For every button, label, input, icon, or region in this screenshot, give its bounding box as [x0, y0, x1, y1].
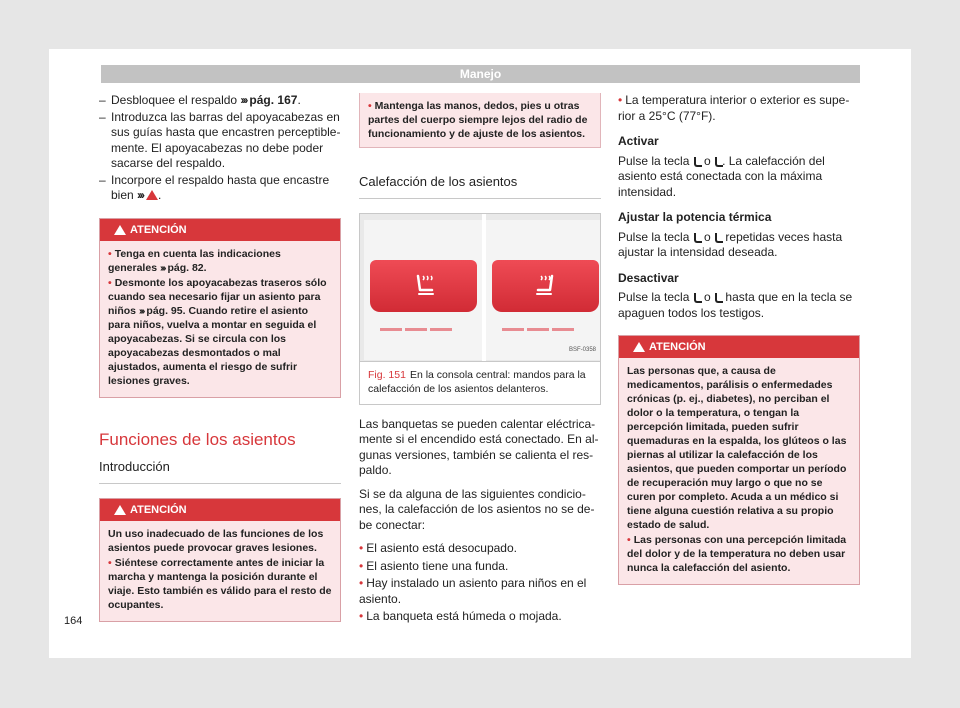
arrow-icon: ›››	[138, 304, 144, 317]
paragraph: Las banquetas se pueden calentar eléctricamente si el encendido está conectado. En algunas versiones, también se calienta el respaldo.	[359, 416, 599, 477]
figure	[359, 213, 601, 405]
page-header: Manejo	[101, 65, 860, 83]
seat-heat-button-left	[364, 220, 483, 360]
activate-heading: Activar	[618, 134, 659, 148]
paragraph: Si se da alguna de las siguientes condiciones, la calefacción de los asientos no se debe conectar:	[359, 486, 595, 532]
list-item: • Desmonte los apoyacabezas traseros sólo cuando sea necesario fijar un asiento para niños ››› pág. 95. Cuando retire el asiento para niños, vuelva a montar en seguida el apoyacabezas. Si se circula con los apoyacabezas desmontados o mal ajustados, aumenta el riesgo de sufrir lesiones graves.	[108, 276, 327, 387]
figure-image	[360, 214, 600, 361]
figure-label: Fig. 151	[368, 368, 406, 381]
manual-page	[49, 49, 911, 658]
warning-continuation: • Mantenga las manos, dedos, pies u otras partes del cuerpo siempre lejos del radio de funcionamiento y de ajuste de los asientos.	[359, 93, 601, 148]
warning-header: ATENCIÓN	[100, 499, 340, 521]
adjust-heading: Ajustar la potencia térmica	[618, 210, 772, 224]
warning-triangle-icon	[633, 342, 645, 352]
page-reference[interactable]: pág. 95	[146, 304, 183, 317]
seat-heat-button-right	[486, 220, 600, 360]
subsection-title: Introducción	[99, 459, 341, 484]
warning-triangle-icon	[114, 505, 126, 515]
seat-heating-icon	[714, 292, 722, 302]
subsection-title: Calefacción de los asientos	[359, 174, 601, 199]
list-item: • El asiento tiene una funda.	[359, 558, 509, 573]
list-item: • Las personas con una percepción limitada del dolor y de la temperatura no deben usar nunca la calefacción del asiento.	[627, 534, 847, 574]
deactivate-heading: Desactivar	[618, 270, 679, 285]
warning-body	[100, 241, 340, 397]
list-item: • El asiento está desocupado.	[359, 541, 517, 555]
column-left	[99, 93, 341, 622]
list-item: • La banqueta está húmeda o mojada.	[359, 609, 562, 623]
warning-triangle-icon	[114, 225, 126, 235]
seat-heating-icon	[693, 156, 701, 166]
warning-header: ATENCIÓN	[619, 336, 859, 358]
adjust-text: Pulse la tecla o repetidas veces hasta ajustar la intensidad deseada.	[618, 229, 843, 259]
list-item: • Hay instalado un asiento para niños en el asiento.	[359, 576, 587, 606]
activate-text: Pulse la tecla o . La calefacción del asiento está conectada con la máxima intensidad.	[618, 153, 825, 199]
list-item: • La temperatura interior o exterior es superior a 25°C (77°F).	[618, 93, 850, 123]
step-item: – Desbloquee el respaldo ››› pág. 167.	[99, 93, 301, 107]
seat-heating-icon	[693, 292, 701, 302]
page-number: 164	[64, 615, 83, 627]
column-right	[618, 93, 860, 585]
figure-caption: Fig. 151 En la consola central: mandos para la calefacción de los asientos delanteros.	[360, 361, 600, 404]
warning-body	[619, 358, 859, 584]
warning-header: ATENCIÓN	[100, 219, 340, 241]
seat-heating-icon	[410, 272, 438, 300]
figure-code: BSF-0358	[568, 347, 596, 353]
deactivate-text: Pulse la tecla o hasta que en la tecla se apaguen todos los testigos.	[618, 290, 853, 320]
list-item: • Siéntese correctamente antes de iniciar la marcha y mantenga la posición durante el viaje. Esto también es válido para el resto de ocupantes.	[108, 556, 332, 611]
list-item: • Tenga en cuenta las indicaciones generales ››› pág. 82.	[108, 247, 281, 274]
arrow-icon: ›››	[137, 188, 144, 202]
warning-intro: Un uso inadecuado de las funciones de los asientos puede provocar graves lesiones.	[108, 527, 324, 554]
column-middle	[359, 93, 601, 625]
section-title: Funciones de los asientos	[99, 429, 296, 449]
warning-box	[618, 335, 860, 585]
step-item: – Incorpore el respaldo hasta que encastre bien ››› .	[99, 172, 330, 202]
warning-intro: Las personas que, a causa de medicamentos, parálisis o enfermedades crónicas (p. ej., diabetes), no perciban el dolor o la temperatura, o tengan la percepción limitada, pueden sufrir quemaduras en la espalda, los glúteos o las piernas al utilizar la calefacción de los asientos, que pueden comportar un período de recuperación muy largo o que no se curen por completo. Acuda a un médico si tiene alguna cuestión relativa a su propio estado de salud.	[627, 365, 847, 531]
warning-box	[99, 498, 341, 622]
arrow-icon: ›››	[240, 93, 247, 107]
seat-heating-icon	[693, 232, 701, 242]
warning-body	[100, 521, 340, 621]
page-reference[interactable]: pág. 82	[167, 261, 204, 274]
seat-heating-icon	[532, 272, 560, 300]
warning-box	[99, 218, 341, 398]
seat-heating-icon	[714, 156, 722, 166]
warning-triangle-icon	[146, 190, 158, 200]
step-item: – Introduzca las barras del apoyacabezas en sus guías hasta que encastren perceptiblemente. El apoyacabezas no debe poder sacarse del respaldo.	[99, 109, 341, 170]
seat-heating-icon	[714, 232, 722, 242]
page-reference[interactable]: pág. 167	[249, 93, 298, 107]
arrow-icon: ›››	[159, 261, 165, 274]
